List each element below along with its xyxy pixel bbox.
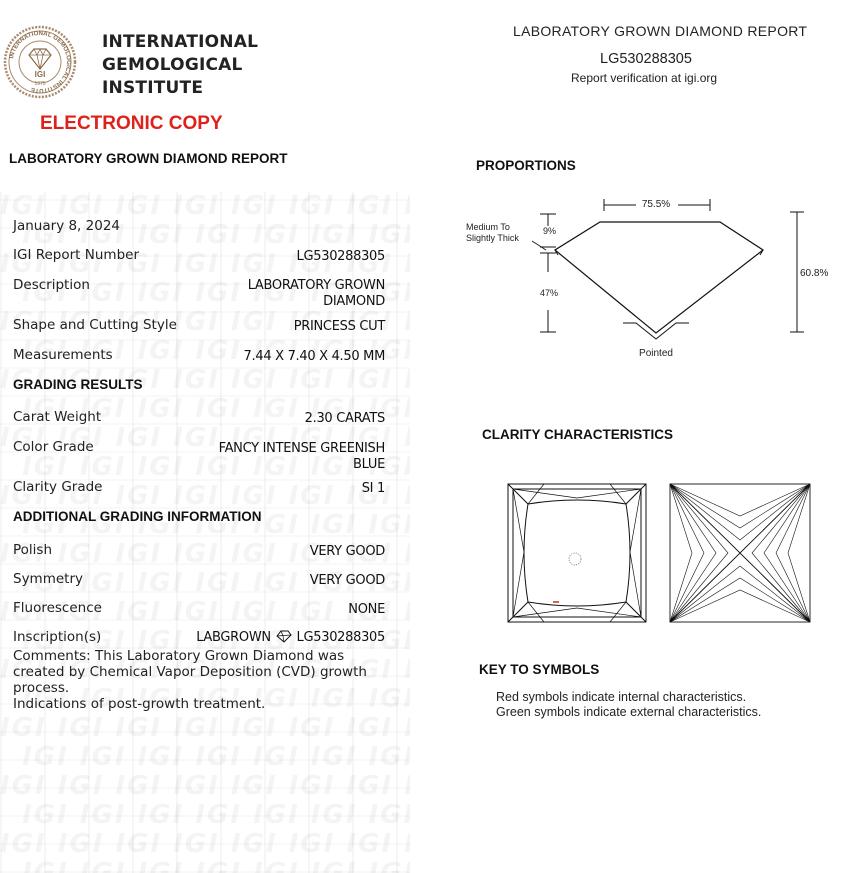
key-green-line: Green symbols indicate external characteristics. <box>496 705 762 719</box>
measurements-label: Measurements <box>13 347 113 363</box>
symmetry-value: VERY GOOD <box>309 573 385 588</box>
comments-block <box>13 648 383 712</box>
fluorescence-label: Fluorescence <box>13 600 102 616</box>
igi-seal-icon <box>3 25 77 99</box>
additional-grading-title: ADDITIONAL GRADING INFORMATION <box>13 509 262 524</box>
svg-text:INTERNATIONAL GEMOLOGICAL INST: INTERNATIONAL GEMOLOGICAL INSTITUTE <box>8 29 73 95</box>
report-type-heading: LABORATORY GROWN DIAMOND REPORT <box>513 23 808 39</box>
institute-line-3: INSTITUTE <box>102 78 204 98</box>
report-number-label: IGI Report Number <box>13 247 139 263</box>
svg-text:1975: 1975 <box>34 81 46 87</box>
key-title: KEY TO SYMBOLS <box>479 662 600 677</box>
carat-weight-label: Carat Weight <box>13 409 102 425</box>
inscription-suffix: LG530288305 <box>296 630 385 645</box>
left-report-title: LABORATORY GROWN DIAMOND REPORT <box>9 151 288 166</box>
pavilion-view <box>670 484 810 622</box>
inscription-value <box>185 630 385 646</box>
institute-line-2: GEMOLOGICAL <box>102 55 243 75</box>
color-grade-label: Color Grade <box>13 439 94 455</box>
symmetry-label: Symmetry <box>13 571 83 587</box>
feather-symbol <box>569 553 581 565</box>
institute-name <box>102 31 258 100</box>
clarity-title: CLARITY CHARACTERISTICS <box>482 427 674 442</box>
inscription-prefix: LABGROWN <box>196 630 271 645</box>
institute-line-1: INTERNATIONAL <box>102 32 259 52</box>
description-value: LABORATORY GROWN DIAMOND <box>247 278 385 309</box>
crown-percent: 9% <box>543 226 557 236</box>
measurements-value: 7.44 X 7.40 X 4.50 MM <box>243 349 385 364</box>
pavilion-left-fan <box>670 484 728 622</box>
carat-weight-value: 2.30 CARATS <box>304 411 385 426</box>
svg-text:IGI: IGI <box>34 70 46 79</box>
comment-text: Comments: This Laboratory Grown Diamond was created by Chemical Vapor Deposition (CVD) growth process. <box>13 648 367 696</box>
verification-link[interactable]: Report verification at igi.org <box>571 71 718 85</box>
culet-label: Pointed <box>639 348 673 359</box>
polish-value: VERY GOOD <box>309 544 385 559</box>
report-date: January 8, 2024 <box>13 218 120 234</box>
igi-seal <box>3 25 77 99</box>
diamond-profile <box>555 222 763 333</box>
pavilion-top-fan <box>670 484 810 540</box>
description-label: Description <box>13 277 90 293</box>
report-number-heading: LG530288305 <box>600 51 692 67</box>
treatment-note: Indications of post-growth treatment. <box>13 696 266 712</box>
proportions-title: PROPORTIONS <box>476 158 576 173</box>
igi-logo-icon <box>275 630 293 643</box>
grading-results-title: GRADING RESULTS <box>13 377 143 392</box>
depth-percent: 60.8% <box>800 268 829 279</box>
pavilion-right-fan <box>752 484 810 622</box>
key-red-line: Red symbols indicate internal characteristics. <box>496 690 747 704</box>
clarity-grade-label: Clarity Grade <box>13 479 103 495</box>
report-number-value: LG530288305 <box>296 249 385 264</box>
clarity-plot <box>506 482 814 628</box>
pavilion-bottom-fan <box>670 566 810 622</box>
electronic-copy-label: ELECTRONIC COPY <box>40 113 223 134</box>
girdle-pointer <box>532 241 546 250</box>
color-grade-value: FANCY INTENSE GREENISH BLUE <box>218 441 385 472</box>
table-percent: 75.5% <box>641 199 671 210</box>
culet-indicator <box>623 323 689 339</box>
fluorescence-value: NONE <box>348 602 385 617</box>
inscription-label: Inscription(s) <box>13 629 102 645</box>
pavilion-percent: 47% <box>540 288 559 298</box>
polish-label: Polish <box>13 542 53 558</box>
shape-value: PRINCESS CUT <box>293 319 385 334</box>
shape-label: Shape and Cutting Style <box>13 317 177 333</box>
girdle-line-1: Medium To <box>466 222 510 232</box>
girdle-line-2: Slightly Thick <box>466 233 519 243</box>
proportions-diagram <box>460 190 830 365</box>
pavilion-diagonals <box>670 484 810 622</box>
clarity-grade-value: SI 1 <box>361 481 385 496</box>
